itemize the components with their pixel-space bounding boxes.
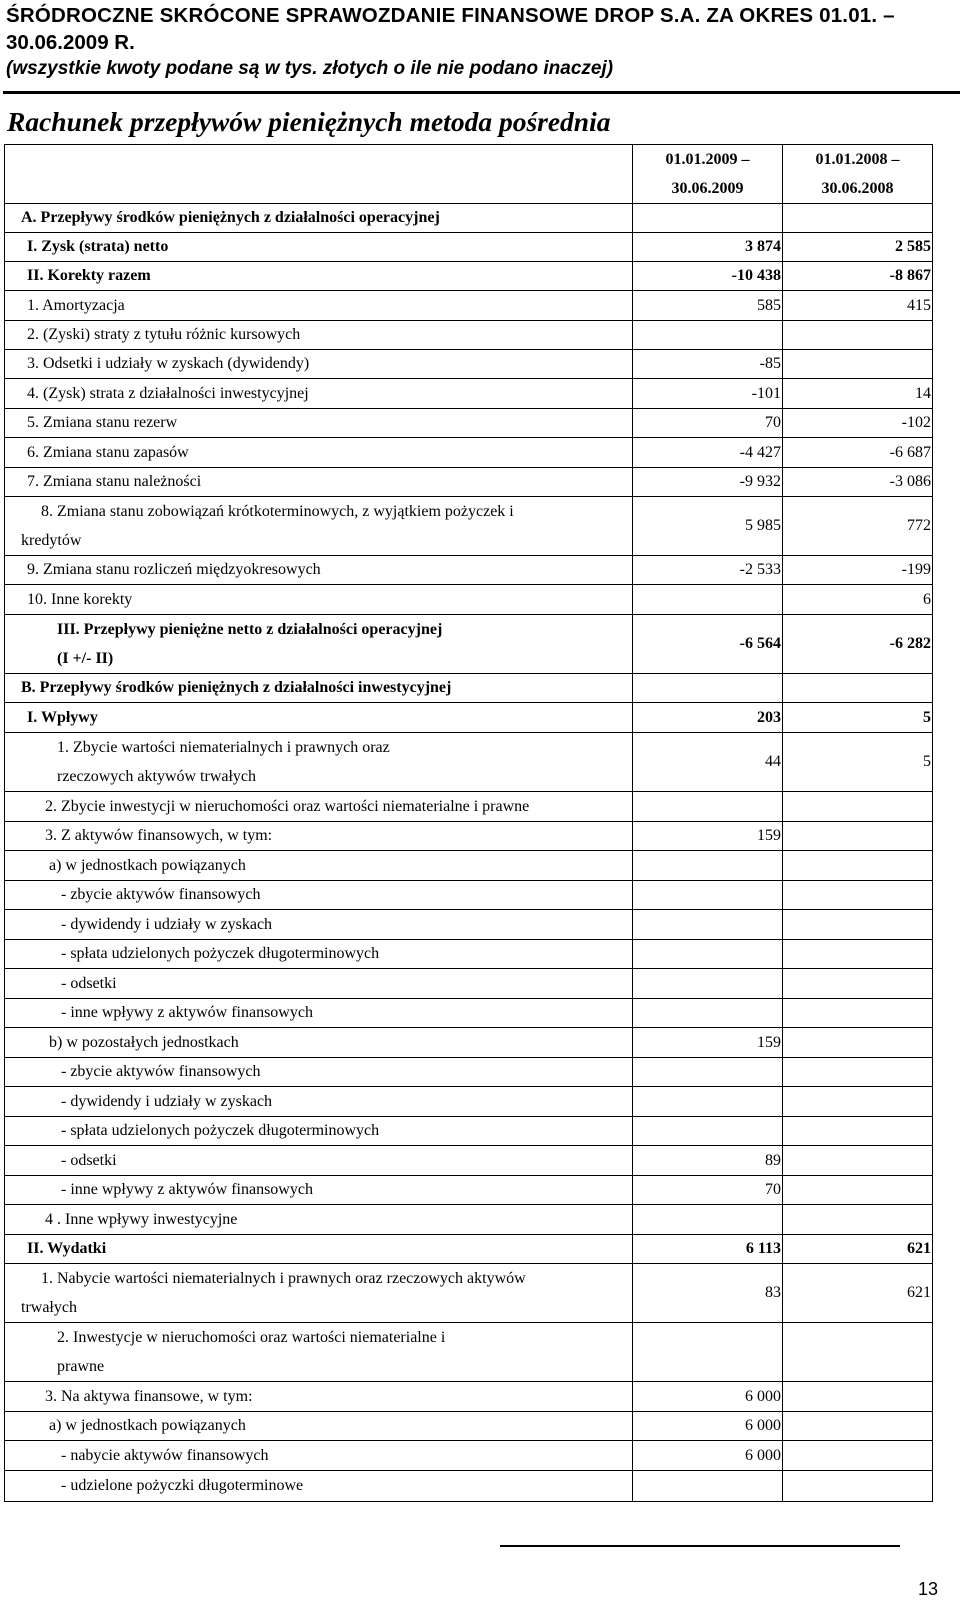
row-label: a) w jednostkach powiązanych — [5, 1412, 633, 1441]
table-row — [5, 1087, 933, 1117]
footer-divider — [500, 1545, 900, 1547]
row-label: 2. Zbycie inwestycji w nieruchomości oraz wartości niematerialne i prawne — [5, 792, 633, 822]
column-current-period — [633, 145, 783, 204]
row-label: b) w pozostałych jednostkach — [5, 1028, 633, 1058]
value-current: 159 — [633, 1028, 783, 1058]
table-row — [5, 556, 933, 585]
empty-cell — [783, 204, 933, 233]
row-label: 4 . Inne wpływy inwestycyjne — [5, 1205, 633, 1235]
table-row — [5, 233, 933, 262]
col-current-l2: 30.06.2009 — [671, 180, 744, 197]
table-row — [5, 321, 933, 350]
row-label: - zbycie aktywów finansowych — [5, 881, 633, 910]
report-header — [6, 2, 946, 82]
value-current — [633, 1471, 783, 1502]
header-label-cell — [5, 145, 633, 204]
row-label: 7. Zmiana stanu należności — [5, 468, 633, 497]
table-row — [5, 1235, 933, 1264]
value-prior — [783, 1205, 933, 1235]
value-prior — [783, 350, 933, 379]
value-current — [633, 881, 783, 910]
value-current: 44 — [633, 733, 783, 792]
value-current: 585 — [633, 291, 783, 321]
value-current: 70 — [633, 409, 783, 438]
value-prior: 5 — [783, 703, 933, 733]
row-label-line1: 2. Inwestycje w nieruchomości oraz wartości niematerialne i — [57, 1329, 446, 1346]
row-label: 3. Z aktywów finansowych, w tym: — [5, 822, 633, 851]
value-current — [633, 910, 783, 940]
value-current — [633, 321, 783, 350]
value-prior: 772 — [783, 497, 933, 556]
row-label: - dywidendy i udziały w zyskach — [5, 910, 633, 940]
row-label — [5, 1264, 633, 1323]
value-prior — [783, 1146, 933, 1176]
header-units-note: (wszystkie kwoty podane są w tys. złotych o ile nie podano inaczej) — [6, 58, 614, 79]
value-prior: 621 — [783, 1235, 933, 1264]
value-prior — [783, 321, 933, 350]
row-label-line2: trwałych — [21, 1299, 77, 1316]
row-label: I. Wpływy — [5, 703, 633, 733]
value-current — [633, 999, 783, 1028]
table-row — [5, 940, 933, 969]
row-label: - odsetki — [5, 969, 633, 999]
col-current-l1: 01.01.2009 – — [665, 151, 750, 168]
col-prior-l1: 01.01.2008 – — [815, 151, 900, 168]
value-prior — [783, 999, 933, 1028]
row-label-line1: 1. Zbycie wartości niematerialnych i prawnych oraz — [57, 739, 390, 756]
row-label: 6. Zmiana stanu zapasów — [5, 438, 633, 468]
row-label-line2: kredytów — [21, 532, 82, 549]
row-label: 3. Na aktywa finansowe, w tym: — [5, 1382, 633, 1412]
value-prior — [783, 1087, 933, 1117]
value-prior: 6 — [783, 585, 933, 615]
row-label — [5, 497, 633, 556]
row-label: - udzielone pożyczki długoterminowe — [5, 1471, 633, 1502]
value-prior — [783, 910, 933, 940]
row-label: a) w jednostkach powiązanych — [5, 851, 633, 881]
table-row — [5, 733, 933, 792]
row-label: 5. Zmiana stanu rezerw — [5, 409, 633, 438]
value-current — [633, 940, 783, 969]
value-current: 6 000 — [633, 1441, 783, 1471]
row-label: II. Korekty razem — [5, 262, 633, 291]
value-prior: -102 — [783, 409, 933, 438]
row-label-line1: III. Przepływy pieniężne netto z działalności operacyjnej — [57, 621, 443, 638]
table-row — [5, 615, 933, 674]
header-line-2: 30.06.2009 R. — [6, 31, 135, 54]
cash-flow-table — [4, 144, 933, 1502]
row-label: 1. Amortyzacja — [5, 291, 633, 321]
table-row — [5, 497, 933, 556]
table-row — [5, 703, 933, 733]
value-current: 89 — [633, 1146, 783, 1176]
section-label: B. Przepływy środków pieniężnych z działalności inwestycyjnej — [5, 674, 633, 703]
section-a-heading — [5, 204, 933, 233]
col-prior-l2: 30.06.2008 — [821, 180, 894, 197]
value-prior — [783, 1176, 933, 1205]
value-current: -4 427 — [633, 438, 783, 468]
table-row — [5, 291, 933, 321]
value-current: 3 874 — [633, 233, 783, 262]
value-prior — [783, 792, 933, 822]
value-prior — [783, 1058, 933, 1087]
table-row — [5, 379, 933, 409]
row-label-line2: (I +/- II) — [57, 650, 114, 667]
value-prior — [783, 1382, 933, 1412]
row-label-line1: 8. Zmiana stanu zobowiązań krótkoterminowych, z wyjątkiem pożyczek i — [41, 503, 514, 520]
value-prior: 2 585 — [783, 233, 933, 262]
value-current — [633, 792, 783, 822]
table-row — [5, 1264, 933, 1323]
row-label-line2: rzeczowych aktywów trwałych — [57, 768, 257, 785]
table-row — [5, 881, 933, 910]
value-prior — [783, 940, 933, 969]
value-prior — [783, 1028, 933, 1058]
value-current: 159 — [633, 822, 783, 851]
row-label: 4. (Zysk) strata z działalności inwestycyjnej — [5, 379, 633, 409]
row-label — [5, 733, 633, 792]
table-row — [5, 1412, 933, 1441]
table-row — [5, 792, 933, 822]
value-prior: -6 282 — [783, 615, 933, 674]
table-row — [5, 350, 933, 379]
value-current: 6 113 — [633, 1235, 783, 1264]
empty-cell — [783, 674, 933, 703]
value-current: -9 932 — [633, 468, 783, 497]
table-row — [5, 969, 933, 999]
table-row — [5, 262, 933, 291]
value-current — [633, 1323, 783, 1382]
table-row — [5, 1323, 933, 1382]
value-current — [633, 1058, 783, 1087]
value-prior: -199 — [783, 556, 933, 585]
table-row — [5, 438, 933, 468]
page-number: 13 — [917, 1579, 938, 1599]
value-current: -101 — [633, 379, 783, 409]
row-label: II. Wydatki — [5, 1235, 633, 1264]
row-label: 3. Odsetki i udziały w zyskach (dywidendy) — [5, 350, 633, 379]
table-row — [5, 1028, 933, 1058]
row-label: - odsetki — [5, 1146, 633, 1176]
row-label: - spłata udzielonych pożyczek długoterminowych — [5, 1117, 633, 1146]
value-prior — [783, 1323, 933, 1382]
value-prior — [783, 1412, 933, 1441]
value-prior — [783, 822, 933, 851]
row-label: - inne wpływy z aktywów finansowych — [5, 999, 633, 1028]
table-row — [5, 468, 933, 497]
value-current — [633, 969, 783, 999]
value-prior — [783, 851, 933, 881]
value-current — [633, 851, 783, 881]
value-current: -6 564 — [633, 615, 783, 674]
row-label: I. Zysk (strata) netto — [5, 233, 633, 262]
header-divider — [3, 91, 960, 94]
table-row — [5, 822, 933, 851]
value-current — [633, 1205, 783, 1235]
table-row — [5, 1117, 933, 1146]
empty-cell — [633, 204, 783, 233]
table-row — [5, 585, 933, 615]
value-prior: 5 — [783, 733, 933, 792]
value-prior — [783, 1471, 933, 1502]
value-current: 203 — [633, 703, 783, 733]
row-label-line1: 1. Nabycie wartości niematerialnych i prawnych oraz rzeczowych aktywów — [41, 1270, 526, 1287]
row-label: 9. Zmiana stanu rozliczeń międzyokresowych — [5, 556, 633, 585]
value-current: 70 — [633, 1176, 783, 1205]
row-label — [5, 1323, 633, 1382]
value-prior: -3 086 — [783, 468, 933, 497]
value-current: 83 — [633, 1264, 783, 1323]
value-prior — [783, 1117, 933, 1146]
value-current — [633, 1117, 783, 1146]
table-row — [5, 851, 933, 881]
row-label: - zbycie aktywów finansowych — [5, 1058, 633, 1087]
row-label — [5, 615, 633, 674]
value-current — [633, 585, 783, 615]
table-row — [5, 1058, 933, 1087]
value-current: -85 — [633, 350, 783, 379]
table-row — [5, 1471, 933, 1502]
table-row — [5, 999, 933, 1028]
row-label: - spłata udzielonych pożyczek długoterminowych — [5, 940, 633, 969]
column-header-row — [5, 145, 933, 204]
row-label: - nabycie aktywów finansowych — [5, 1441, 633, 1471]
table-row — [5, 1146, 933, 1176]
row-label: - dywidendy i udziały w zyskach — [5, 1087, 633, 1117]
value-current: -2 533 — [633, 556, 783, 585]
value-prior: 14 — [783, 379, 933, 409]
value-prior — [783, 969, 933, 999]
value-prior: -8 867 — [783, 262, 933, 291]
table-row — [5, 1176, 933, 1205]
value-current: -10 438 — [633, 262, 783, 291]
row-label: 2. (Zyski) straty z tytułu różnic kursowych — [5, 321, 633, 350]
row-label: - inne wpływy z aktywów finansowych — [5, 1176, 633, 1205]
value-prior — [783, 881, 933, 910]
table-row — [5, 1205, 933, 1235]
table-row — [5, 910, 933, 940]
value-current: 6 000 — [633, 1382, 783, 1412]
page-title: Rachunek przepływów pieniężnych metoda pośrednia — [7, 106, 611, 137]
empty-cell — [633, 674, 783, 703]
value-current: 6 000 — [633, 1412, 783, 1441]
table-row — [5, 1441, 933, 1471]
value-current: 5 985 — [633, 497, 783, 556]
section-label: A. Przepływy środków pieniężnych z działalności operacyjnej — [5, 204, 633, 233]
column-prior-period — [783, 145, 933, 204]
row-label-line2: prawne — [57, 1358, 105, 1375]
table-row — [5, 1382, 933, 1412]
header-line-1: ŚRÓDROCZNE SKRÓCONE SPRAWOZDANIE FINANSOWE DROP S.A. ZA OKRES 01.01. – — [6, 4, 895, 27]
row-label: 10. Inne korekty — [5, 585, 633, 615]
value-prior: 415 — [783, 291, 933, 321]
value-prior — [783, 1441, 933, 1471]
table-row — [5, 409, 933, 438]
section-b-heading — [5, 674, 933, 703]
value-current — [633, 1087, 783, 1117]
value-prior: 621 — [783, 1264, 933, 1323]
value-prior: -6 687 — [783, 438, 933, 468]
